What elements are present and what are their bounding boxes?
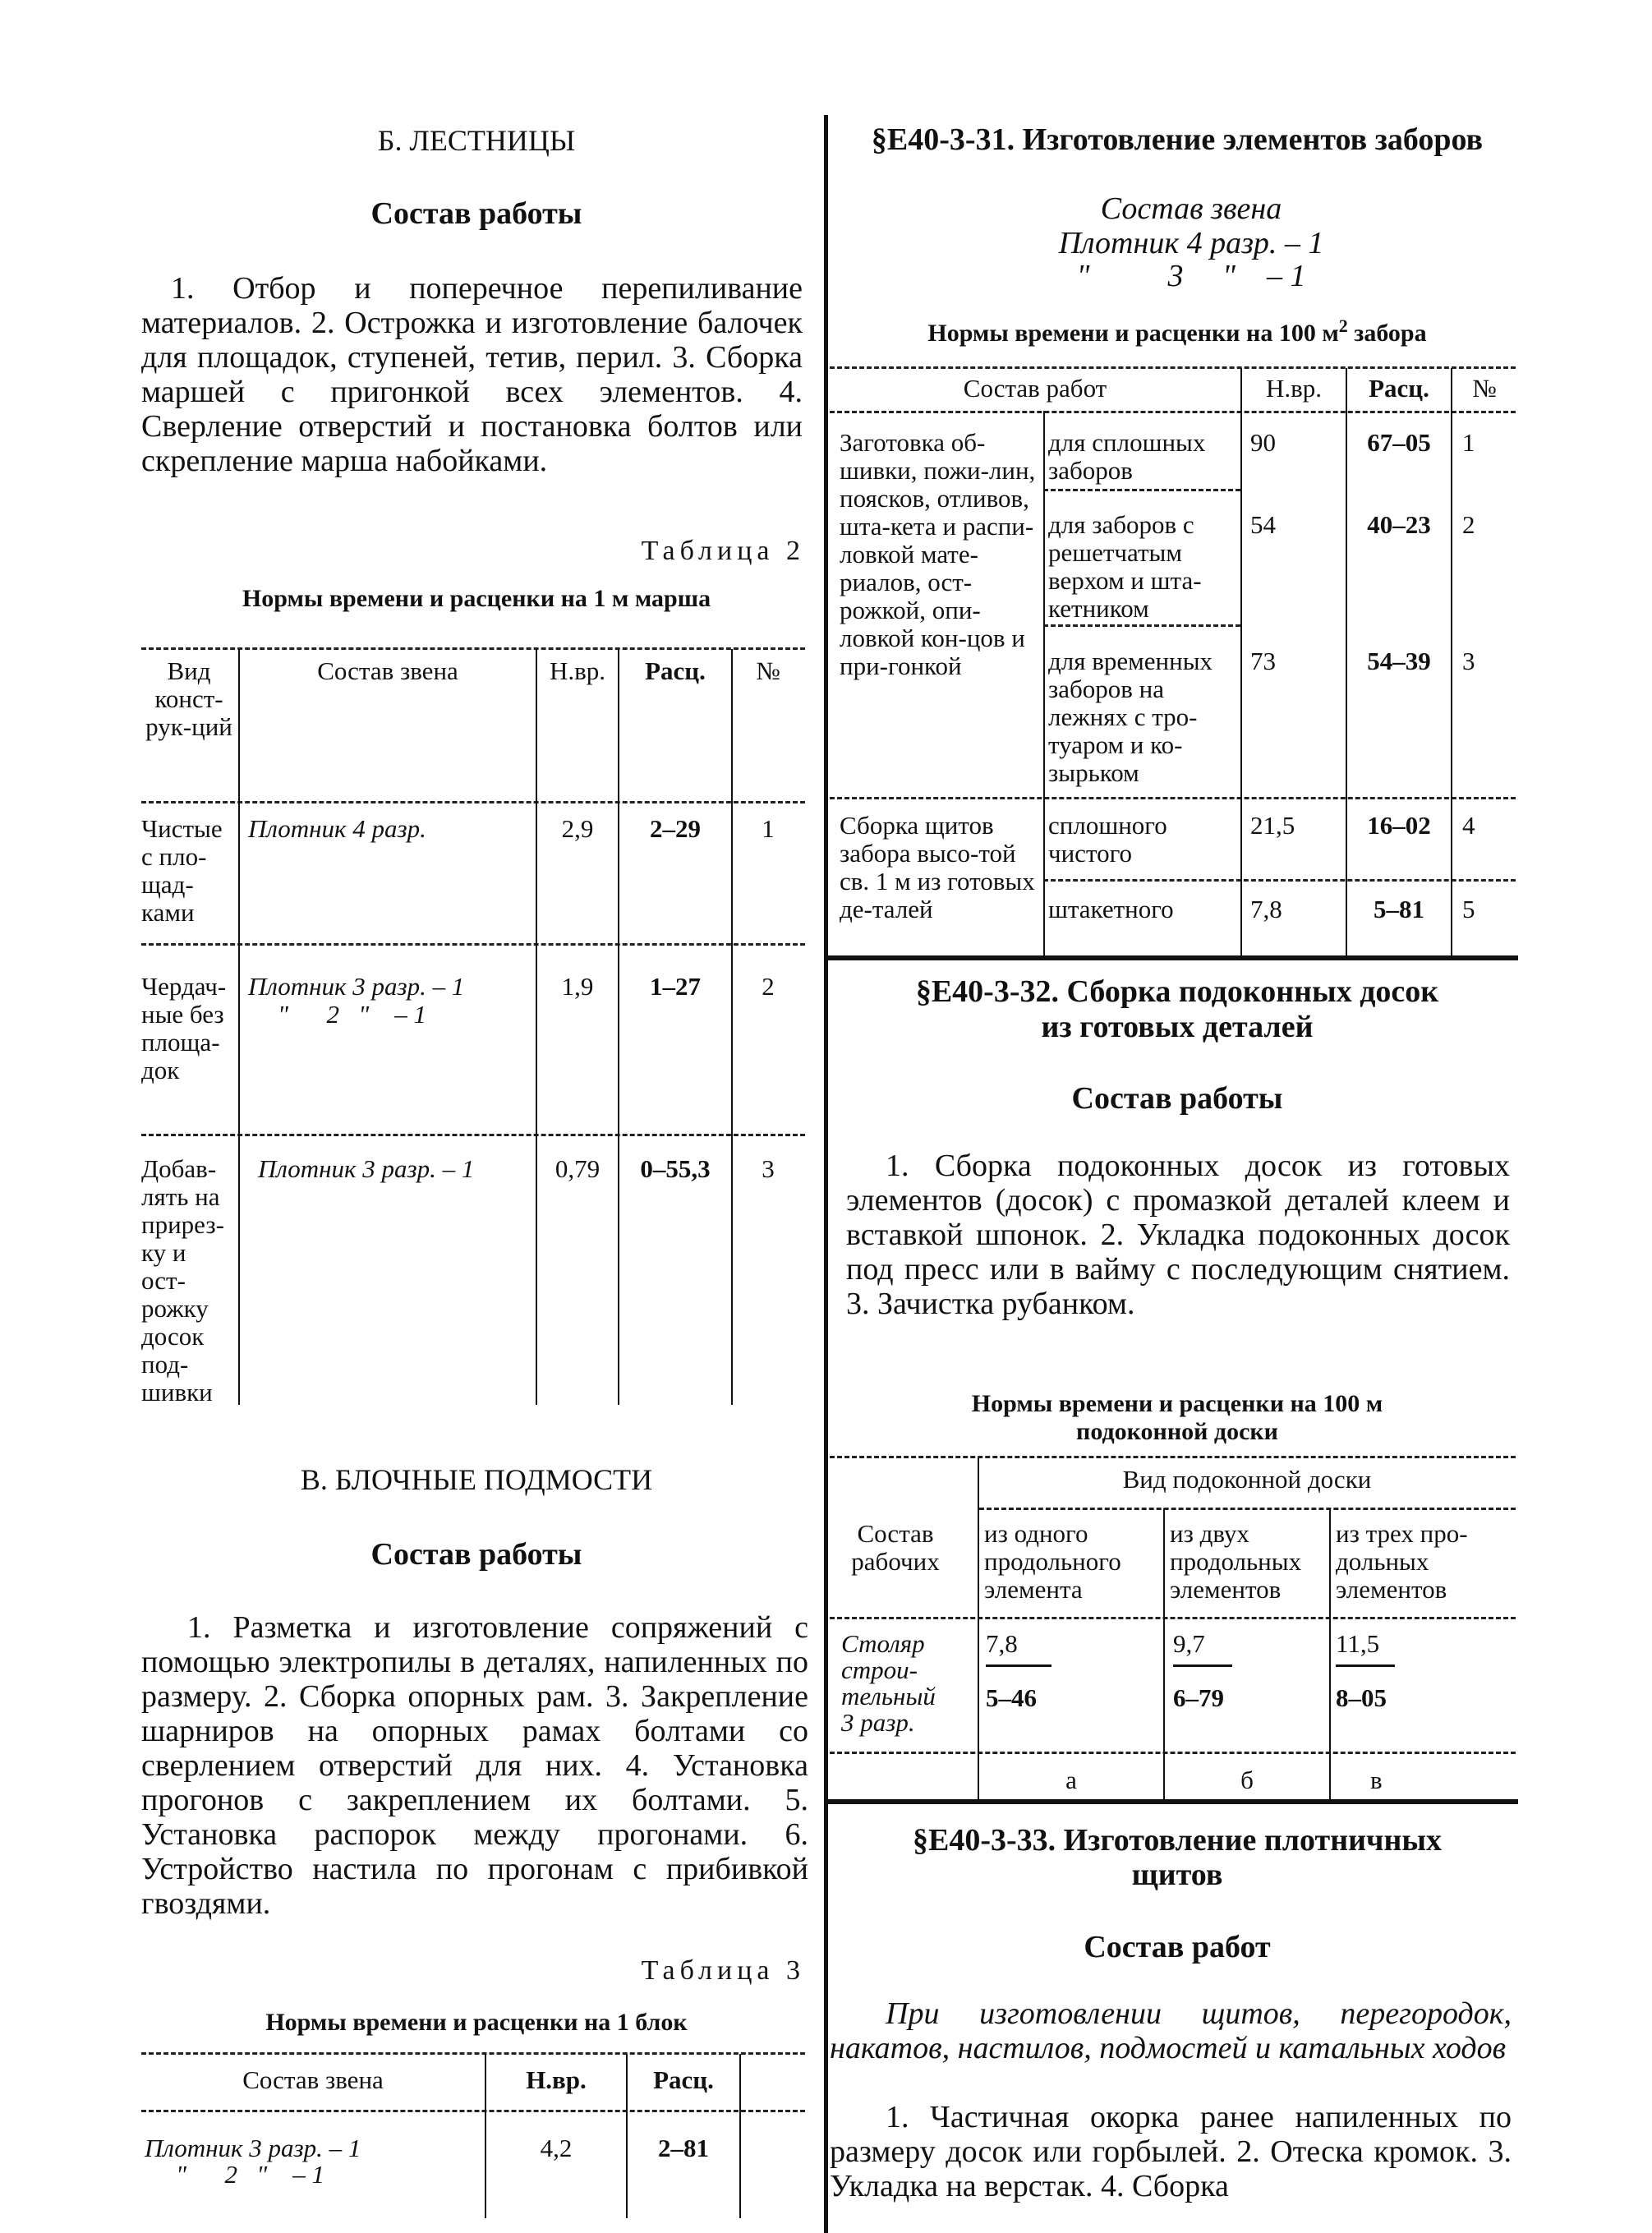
e31-header-work: Состав работ	[963, 374, 1107, 403]
row-crew: Плотник 4 разр.	[248, 814, 426, 843]
e31-header-rate: Расц.	[1369, 374, 1429, 403]
row-num: 1	[1462, 428, 1475, 457]
row-nvr: 73	[1250, 647, 1276, 675]
row-num: 1	[762, 814, 775, 843]
table-2-label: Таблица 2	[641, 536, 805, 566]
e32-letter-v: в	[1370, 1766, 1383, 1794]
e31-caption-post: забора	[1347, 320, 1427, 347]
row-nvr: 2,9	[561, 814, 594, 843]
e31-caption-text: Нормы времени и расценки на 100 м	[927, 320, 1339, 347]
table-2-header-kind: Вид конст-рук-ций	[145, 656, 232, 741]
table-2-caption: Нормы времени и расценки на 1 м марша	[242, 585, 711, 612]
e33-work-title: Состав работ	[1084, 1930, 1271, 1964]
e33-work-text: 1. Частичная окорка ранее напиленных по размеру досок или горбылей. 2. Отеска кромок. 3. Укладка на верстак. 4. Сборка	[830, 2100, 1512, 2203]
row-num: 3	[762, 1154, 775, 1183]
row-kind: Добав-лять на прирез-ку и ост-рожку досок под-шивки	[141, 1154, 224, 1407]
row-rate: 2–81	[658, 2134, 709, 2162]
table-3-label: Таблица 3	[641, 1955, 805, 1986]
row-sub: для сплошных заборов	[1048, 428, 1206, 485]
table-3-header-rate: Расц.	[653, 2065, 714, 2094]
section-v-work-text: 1. Разметка и изготовление сопряжений с помощью электропилы в деталях, напиленных по размеру. 2. Сборка опорных рам. 3. Закрепление шарниров на опорных рамах болтами со сверлением отверстий для них. 4. Установка прогонов с закреплением их болтами. 5. Установка распорок между прогонами. 6. Устройство настила по прогонам с прибивкой гвоздями.	[141, 1610, 808, 1921]
e33-title-line-1: §Е40-3-33. Изготовление плотничных	[912, 1823, 1443, 1858]
row-sub: для заборов с решетчатым верхом и шта-кетником	[1048, 510, 1202, 623]
e31-crew-line-2: " 3 " – 1	[1076, 259, 1306, 293]
table-2-header-num: №	[756, 656, 780, 685]
row-sub: штакетного	[1048, 895, 1174, 923]
section-b-work-text: 1. Отбор и поперечное перепиливание материалов. 2. Острожка и изготовление балочек для площадок, ступеней, тетив, перил. 3. Сборка маршей с пригонкой всех элементов. 4. Сверление отверстий и постановка болтов или скрепление марша набойками.	[141, 271, 803, 478]
section-b-work-title: Состав работы	[370, 196, 582, 231]
e32-col-2-header: из двух продольных элементов	[1170, 1519, 1302, 1604]
row-rate: 40–23	[1367, 510, 1431, 539]
row-nvr: 4,2	[540, 2134, 573, 2162]
e31-caption-sup: 2	[1338, 315, 1348, 336]
table-2-header-rate: Расц.	[645, 656, 706, 685]
e31-header-nvr: Н.вр.	[1265, 374, 1323, 403]
row-num: 2	[1462, 510, 1475, 539]
e32-letter-b: б	[1240, 1766, 1254, 1794]
row-nvr: 90	[1250, 428, 1276, 457]
table-3-header-crew: Состав звена	[242, 2065, 384, 2094]
e32-nvr-2: 9,7	[1173, 1629, 1205, 1658]
e32-group-header: Вид подоконной доски	[1122, 1465, 1372, 1494]
e32-crew-line-1: Столяр	[841, 1629, 925, 1658]
row-rate: 0–55,3	[640, 1154, 711, 1183]
e32-title-line-1: §Е40-3-32. Сборка подоконных досок	[915, 974, 1439, 1009]
row-nvr: 54	[1250, 510, 1276, 539]
e32-title-line-2: из готовых деталей	[1041, 1010, 1314, 1044]
e32-crew-header: Состав рабочих	[851, 1519, 940, 1576]
e33-italic-text: При изготовлении щитов, перегородок, накатов, настилов, подмостей и катальных ходов	[830, 1996, 1512, 2065]
row-rate: 67–05	[1367, 428, 1431, 457]
row-num: 5	[1462, 895, 1475, 923]
e32-crew-line-3: тельный	[841, 1682, 936, 1710]
e33-title-line-2: щитов	[1131, 1858, 1223, 1892]
row-rate: 5–81	[1374, 895, 1424, 923]
table-2-header-nvr: Н.вр.	[549, 656, 606, 685]
e31-group-1: Заготовка об-шивки, пожи-лин, поясков, отливов, шта-кета и распи-ловкой мате-риалов, ост-рожкой, опи-ловкой кон-цов и при-гонкой	[840, 428, 1036, 680]
row-rate: 1–27	[650, 972, 701, 1001]
e32-nvr-1: 7,8	[986, 1629, 1018, 1658]
row-nvr: 21,5	[1250, 811, 1295, 840]
row-kind: Чистые с пло-щад-ками	[141, 814, 223, 927]
e31-crew-title: Состав звена	[1100, 191, 1282, 226]
e32-rate-3: 8–05	[1336, 1683, 1387, 1712]
e31-header-num: №	[1472, 374, 1497, 403]
row-crew: Плотник 3 разр. – 1	[258, 1154, 475, 1183]
table-2-header-crew: Состав звена	[317, 656, 458, 685]
e32-rate-1: 5–46	[986, 1683, 1037, 1712]
section-v-work-title: Состав работы	[370, 1537, 582, 1572]
row-num: 4	[1462, 811, 1475, 840]
section-v-heading: В. БЛОЧНЫЕ ПОДМОСТИ	[300, 1463, 653, 1496]
e32-col-1-header: из одного продольного элемента	[984, 1519, 1121, 1604]
row-nvr: 1,9	[561, 972, 594, 1001]
table-3-caption: Нормы времени и расценки на 1 блок	[265, 2009, 688, 2036]
e32-letter-a: а	[1065, 1766, 1077, 1794]
row-crew-line-1: Плотник 3 разр. – 1	[248, 972, 465, 1001]
e31-caption	[828, 315, 1526, 348]
e32-caption-line-1: Нормы времени и расценки на 100 м	[971, 1390, 1383, 1417]
row-crew-line-2: " 2 " – 1	[278, 1000, 427, 1029]
row-num: 3	[1462, 647, 1475, 675]
section-b-heading: Б. ЛЕСТНИЦЫ	[377, 124, 576, 157]
row-num: 2	[762, 972, 775, 1001]
table-3-header-nvr: Н.вр.	[526, 2065, 587, 2094]
e31-crew-line-1: Плотник 4 разр. – 1	[1058, 226, 1324, 260]
e32-nvr-3: 11,5	[1336, 1629, 1380, 1658]
row-crew-line-2: " 2 " – 1	[176, 2160, 325, 2189]
e32-work-text: 1. Сборка подоконных досок из готовых элементов (досок) с промазкой деталей клеем и вставкой шпонок. 2. Укладка подоконных досок под пресс или в вайму с последующим снятием. 3. Зачистка рубанком.	[846, 1149, 1510, 1321]
e31-title: §Е40-3-31. Изготовление элементов заборов	[871, 122, 1484, 157]
row-rate: 2–29	[650, 814, 701, 843]
e32-col-3-header: из трех про-дольных элементов	[1336, 1519, 1468, 1604]
e32-crew-line-2: строи-	[841, 1655, 918, 1684]
row-rate: 54–39	[1367, 647, 1431, 675]
e32-caption-line-2: подоконной доски	[1076, 1418, 1278, 1445]
e31-group-2: Сборка щитов забора высо-той св. 1 м из готовых де-талей	[840, 811, 1035, 923]
row-crew-line-1: Плотник 3 разр. – 1	[145, 2134, 361, 2162]
e32-rate-2: 6–79	[1173, 1683, 1224, 1712]
column-divider	[824, 115, 828, 2233]
e32-crew-line-4: 3 разр.	[841, 1708, 915, 1737]
row-sub: для временных заборов на лежнях с тро-туаром и ко-зырьком	[1048, 647, 1213, 787]
e32-work-title: Состав работы	[1071, 1081, 1283, 1116]
row-nvr: 7,8	[1250, 895, 1282, 923]
row-kind: Чердач-ные без площа-док	[141, 972, 227, 1084]
row-rate: 16–02	[1367, 811, 1431, 840]
row-nvr: 0,79	[555, 1154, 601, 1183]
row-sub: сплошного чистого	[1048, 811, 1167, 868]
